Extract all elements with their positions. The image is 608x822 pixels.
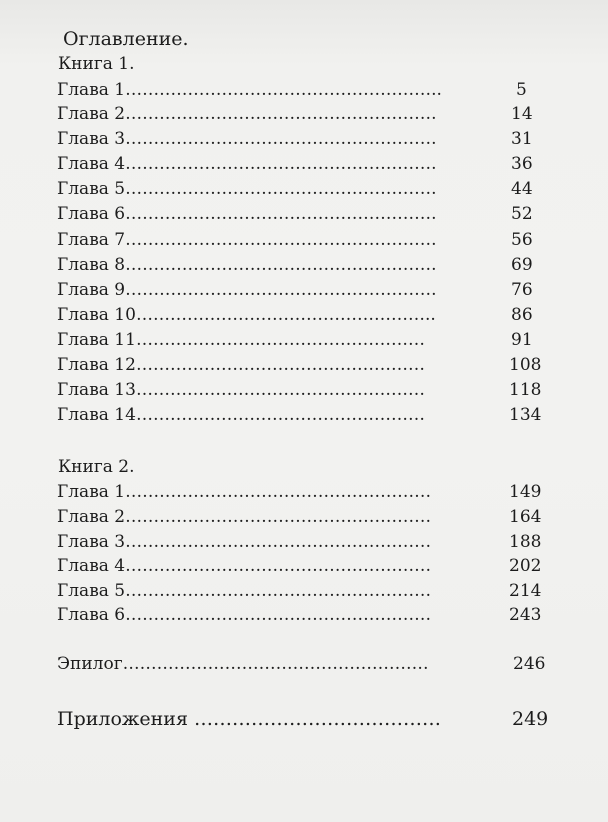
- toc-page-number: 164: [509, 507, 542, 527]
- toc-entry-text: [57, 127, 437, 151]
- toc-dot-leader: ……………………………………………….: [125, 179, 437, 199]
- toc-dot-leader: ………………………………………………: [125, 581, 432, 601]
- toc-page-number: 56: [511, 230, 533, 250]
- toc-entry-book1-ch3[interactable]: [57, 127, 547, 151]
- toc-entry-label: Глава 2: [57, 507, 126, 527]
- toc-entry-book1-ch8[interactable]: [57, 253, 547, 277]
- toc-entry-text: [57, 530, 431, 554]
- toc-entry-text: [57, 177, 437, 201]
- toc-entry-book1-ch13[interactable]: [57, 378, 547, 402]
- toc-entry-book1-ch11[interactable]: [57, 328, 547, 352]
- toc-entry-text: [57, 253, 437, 277]
- toc-dot-leader: ………………………………………………: [125, 482, 432, 502]
- toc-entry-label: Глава 6: [57, 605, 126, 625]
- toc-entry-label: Эпилог: [57, 654, 123, 674]
- toc-entry-text: [57, 652, 429, 676]
- toc-page-number: 202: [509, 556, 542, 576]
- toc-entry-text: [57, 328, 425, 352]
- toc-page-number: 76: [511, 280, 533, 300]
- toc-entry-text: [57, 378, 425, 402]
- toc-entry-text: [57, 152, 437, 176]
- toc-entry-text: [57, 78, 442, 102]
- toc-dot-leader: ……………………………………………….: [125, 204, 437, 224]
- toc-entry-book1-ch14[interactable]: [57, 403, 547, 427]
- toc-entry-text: [57, 202, 437, 226]
- toc-dot-leader: ………………………………………………..: [125, 80, 442, 100]
- toc-dot-leader: ……………………………………………….: [125, 104, 437, 124]
- toc-entry-label: Глава 12: [57, 355, 136, 375]
- toc-dot-leader: ………………………………………………: [125, 556, 432, 576]
- toc-dot-leader: ……………………………………………….: [125, 230, 437, 250]
- toc-entry-text: [57, 403, 425, 427]
- toc-dot-leader: ……………………………………………: [135, 380, 425, 400]
- toc-entry-book1-ch6[interactable]: [57, 202, 547, 226]
- toc-dot-leader: ………………………………………………: [122, 654, 429, 674]
- toc-page-number: 108: [509, 355, 542, 375]
- toc-page-number: 69: [511, 255, 533, 275]
- toc-dot-leader: ……………………………………………: [135, 330, 425, 350]
- toc-entry-book1-ch1[interactable]: [57, 78, 547, 102]
- toc-page-number: 246: [513, 654, 546, 674]
- toc-entry-book1-ch12[interactable]: [57, 353, 547, 377]
- toc-page-number: 5: [516, 80, 527, 100]
- toc-entry-label: Глава 3: [57, 129, 126, 149]
- toc-page-number: 52: [511, 204, 533, 224]
- toc-entry-book2-ch6[interactable]: [57, 603, 547, 627]
- toc-entry-label: Глава 1: [57, 482, 126, 502]
- toc-entry-label: Глава 5: [57, 581, 126, 601]
- toc-page-number: 91: [511, 330, 533, 350]
- toc-page-number: 214: [509, 581, 542, 601]
- toc-entry-book2-ch2[interactable]: [57, 505, 547, 529]
- toc-entry-epilogue[interactable]: [57, 652, 547, 676]
- toc-page-number: 118: [509, 380, 542, 400]
- toc-dot-leader: ……………………………………………….: [125, 255, 437, 275]
- toc-entry-text: [57, 579, 431, 603]
- toc-page-number: 188: [509, 532, 542, 552]
- toc-dot-leader: ………………………………………………: [125, 605, 432, 625]
- toc-entry-label: Глава 5: [57, 179, 126, 199]
- toc-entry-label: Приложения: [57, 708, 188, 730]
- toc-entry-text: [57, 505, 431, 529]
- toc-entry-book2-ch3[interactable]: [57, 530, 547, 554]
- toc-dot-leader: …………………………………: [194, 708, 441, 730]
- toc-dot-leader: ……………………………………………: [135, 405, 425, 425]
- toc-entry-label: Глава 1: [57, 80, 126, 100]
- toc-entry-label: Глава 8: [57, 255, 126, 275]
- toc-entry-book1-ch5[interactable]: [57, 177, 547, 201]
- toc-entry-text: [57, 102, 437, 126]
- toc-dot-leader: ……………………………………………: [135, 355, 425, 375]
- toc-page-number: 149: [509, 482, 542, 502]
- toc-dot-leader: ……………………………………………….: [125, 280, 437, 300]
- toc-entry-book1-ch7[interactable]: [57, 228, 547, 252]
- toc-dot-leader: ………………………………………………: [125, 532, 432, 552]
- toc-entry-label: Глава 4: [57, 154, 126, 174]
- toc-dot-leader: ……………………………………………..: [135, 305, 436, 325]
- toc-entry-label: Глава 10: [57, 305, 136, 325]
- toc-entry-label: Глава 9: [57, 280, 126, 300]
- toc-entry-label: Глава 6: [57, 204, 126, 224]
- toc-entry-label: Глава 11: [57, 330, 136, 350]
- toc-entry-text: [57, 603, 431, 627]
- book-2-heading: Книга 2.: [58, 457, 135, 477]
- toc-entry-text: [57, 278, 437, 302]
- book-1-heading: Книга 1.: [58, 54, 135, 74]
- toc-entry-text: [57, 706, 441, 732]
- toc-dot-leader: ……………………………………………….: [125, 154, 437, 174]
- toc-page-number: 36: [511, 154, 533, 174]
- toc-dot-leader: ……………………………………………….: [125, 129, 437, 149]
- toc-entry-book2-ch5[interactable]: [57, 579, 547, 603]
- toc-page-number: 14: [511, 104, 533, 124]
- toc-entry-book2-ch1[interactable]: [57, 480, 547, 504]
- toc-page-number: 31: [511, 129, 533, 149]
- toc-entry-label: Глава 14: [57, 405, 136, 425]
- toc-entry-book1-ch4[interactable]: [57, 152, 547, 176]
- toc-entry-text: [57, 480, 431, 504]
- toc-entry-appendix[interactable]: [57, 706, 547, 730]
- toc-entry-book1-ch9[interactable]: [57, 278, 547, 302]
- toc-title: Оглавление.: [63, 28, 189, 50]
- toc-entry-label: Глава 4: [57, 556, 126, 576]
- toc-entry-label: Глава 2: [57, 104, 126, 124]
- toc-entry-text: [57, 554, 431, 578]
- toc-page-number: 134: [509, 405, 542, 425]
- toc-entry-label: Глава 3: [57, 532, 126, 552]
- toc-entry-text: [57, 353, 425, 377]
- toc-entry-label: Глава 7: [57, 230, 126, 250]
- toc-entry-book2-ch4[interactable]: [57, 554, 547, 578]
- toc-entry-book1-ch10[interactable]: [57, 303, 547, 327]
- toc-entry-text: [57, 303, 436, 327]
- toc-page-number: 243: [509, 605, 542, 625]
- toc-entry-text: [57, 228, 437, 252]
- toc-page-number: 249: [512, 708, 549, 730]
- toc-page-number: 44: [511, 179, 533, 199]
- toc-entry-label: Глава 13: [57, 380, 136, 400]
- toc-dot-leader: ………………………………………………: [125, 507, 432, 527]
- toc-page-number: 86: [511, 305, 533, 325]
- toc-entry-book1-ch2[interactable]: [57, 102, 547, 126]
